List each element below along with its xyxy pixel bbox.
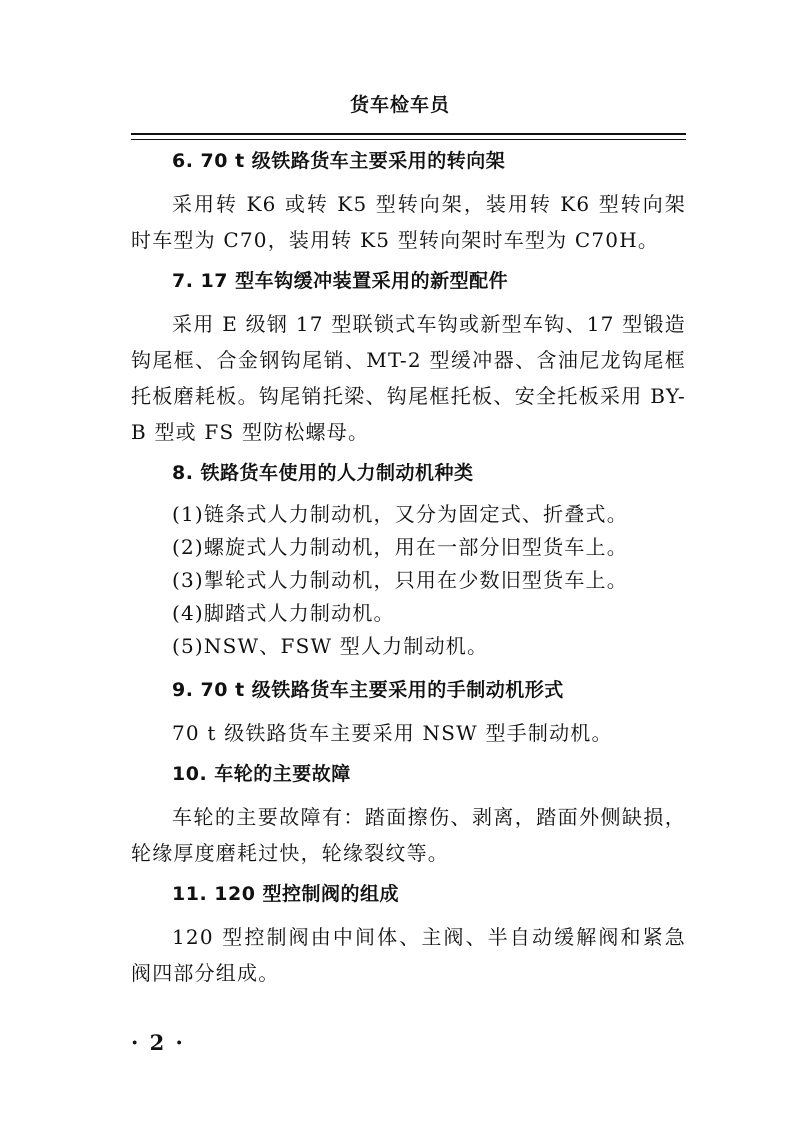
list-item: (2)螺旋式人力制动机，用在一部分旧型货车上。 bbox=[172, 535, 628, 559]
running-head: 货车检车员 bbox=[349, 94, 450, 116]
section-body-6: 采用转 K6 或转 K5 型转向架，装用转 K6 型转向架时车型为 C70，装用转 K5 型转向架时车型为 C70H。 bbox=[131, 192, 686, 252]
page-number: · 2 · bbox=[131, 1030, 185, 1055]
page-content bbox=[131, 140, 686, 997]
header-rule-thick bbox=[131, 133, 686, 135]
list-item: (4)脚踏式人力制动机。 bbox=[172, 601, 395, 625]
brake-type-list bbox=[131, 498, 686, 663]
section-body-7: 采用 E 级钢 17 型联锁式车钩或新型车钩、17 型锻造钩尾框、合金钢钩尾销、MT-2 型缓冲器、含油尼龙钩尾框托板磨耗板。钩尾销托梁、钩尾框托板、安全托板采用 BY-B 型或 FS 型防松螺母。 bbox=[131, 312, 686, 444]
section-heading-7: 7. 17 型车钩缓冲装置采用的新型配件 bbox=[172, 270, 509, 292]
section-body-9: 70 t 级铁路货车主要采用 NSW 型手制动机。 bbox=[172, 721, 613, 745]
section-heading-10: 10. 车轮的主要故障 bbox=[172, 763, 351, 785]
list-item: (3)掣轮式人力制动机，只用在少数旧型货车上。 bbox=[172, 568, 628, 592]
list-item: (5)NSW、FSW 型人力制动机。 bbox=[172, 634, 489, 658]
list-item: (1)链条式人力制动机，又分为固定式、折叠式。 bbox=[172, 502, 628, 526]
section-heading-6: 6. 70 t 级铁路货车主要采用的转向架 bbox=[172, 150, 506, 172]
section-heading-11: 11. 120 型控制阀的组成 bbox=[172, 883, 400, 905]
section-heading-8: 8. 铁路货车使用的人力制动机种类 bbox=[172, 462, 474, 484]
section-body-11: 120 型控制阀由中间体、主阀、半自动缓解阀和紧急阀四部分组成。 bbox=[131, 925, 686, 985]
section-body-10: 车轮的主要故障有：踏面擦伤、剥离，踏面外侧缺损，轮缘厚度磨耗过快，轮缘裂纹等。 bbox=[131, 805, 686, 865]
section-heading-9: 9. 70 t 级铁路货车主要采用的手制动机形式 bbox=[172, 679, 564, 701]
